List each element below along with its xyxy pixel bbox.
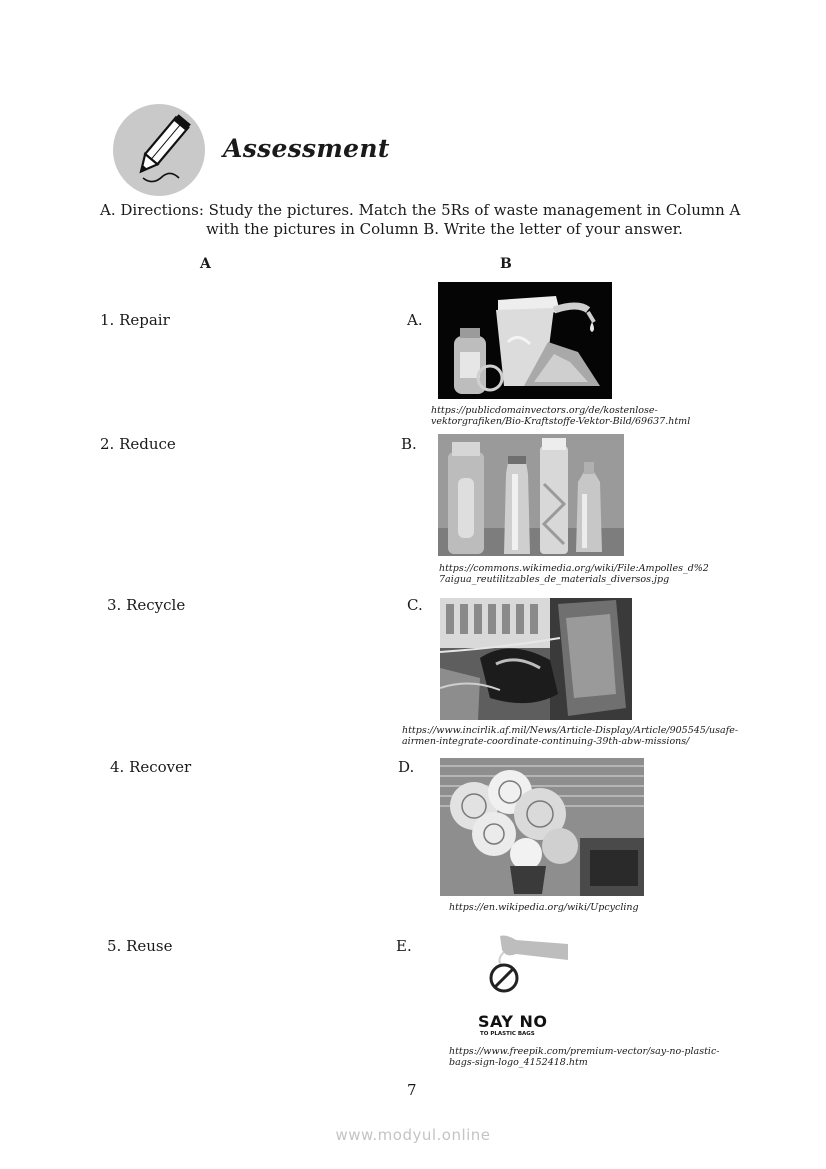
column-a-item-2: 2. Reduce: [100, 435, 176, 453]
column-b-header: B: [500, 256, 512, 272]
directions: [100, 201, 760, 239]
column-a-item-3: 3. Recycle: [107, 596, 186, 614]
page-number: 7: [407, 1081, 417, 1099]
credit-e: https://www.freepik.com/premium-vector/say-no-plastic- bags-sign-logo_4152418.htm: [449, 1046, 720, 1068]
picture-say-no-logo: [476, 934, 572, 1042]
column-a-header: A: [200, 256, 211, 272]
picture-biofuel-pump: [438, 282, 612, 399]
watermark: www.modyul.online: [335, 1126, 491, 1144]
picture-water-bottles: [438, 434, 624, 556]
column-a-item-5: 5. Reuse: [107, 937, 173, 955]
column-b-letter-e: E.: [396, 937, 412, 955]
no-plastic-bag-icon: [476, 934, 572, 994]
to-plastic-bags-text: TO PLASTIC BAGS: [480, 1031, 535, 1037]
credit-b: https://commons.wikimedia.org/wiki/File:Ampolles_d%2 7aigua_reutilitzables_de_materials_diversos.jpg: [439, 563, 709, 585]
credit-a: https://publicdomainvectors.org/de/kostenlose- vektorgrafiken/Bio-Kraftstoffe-Vektor-Bild/69637.html: [431, 405, 691, 427]
picture-flower-vase: [440, 758, 644, 896]
directions-line-2: with the pictures in Column B. Write the letter of your answer.: [206, 220, 683, 238]
column-a-item-1: 1. Repair: [100, 311, 170, 329]
heading-badge: [113, 104, 205, 196]
column-b-letter-c: C.: [407, 596, 423, 614]
picture-electrical-repair: [440, 598, 632, 720]
page-title: Assessment: [223, 134, 390, 163]
column-b-letter-a: A.: [407, 311, 423, 329]
credit-d: https://en.wikipedia.org/wiki/Upcycling: [449, 902, 639, 913]
column-b-letter-b: B.: [401, 435, 417, 453]
say-no-text: SAY NO: [478, 1012, 548, 1031]
pencil-icon: [113, 104, 205, 196]
column-b-letter-d: D.: [398, 758, 415, 776]
column-a-item-4: 4. Recover: [110, 758, 192, 776]
credit-c: https://www.incirlik.af.mil/News/Article-Display/Article/905545/usafe- airmen-integrate-coordinate-continuing-39th-abw-missions/: [402, 725, 739, 747]
directions-line-1: A. Directions: Study the pictures. Match the 5Rs of waste management in Column A: [100, 201, 741, 219]
